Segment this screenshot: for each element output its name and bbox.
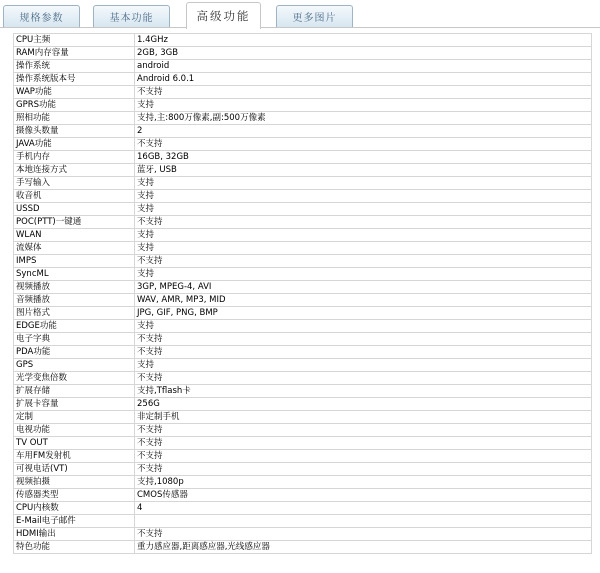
spec-row xyxy=(14,281,592,294)
spec-row xyxy=(14,47,592,60)
spec-key: 电子字典 xyxy=(14,333,135,346)
spec-value: 4 xyxy=(135,502,592,515)
spec-row xyxy=(14,437,592,450)
spec-row xyxy=(14,424,592,437)
spec-key: 传感器类型 xyxy=(14,489,135,502)
tab-basic-functions[interactable] xyxy=(93,5,170,27)
spec-value: 不支持 xyxy=(135,86,592,99)
spec-value: 支持,主:800万像素,副:500万像素 xyxy=(135,112,592,125)
spec-row xyxy=(14,268,592,281)
tab-label: 更多图片 xyxy=(292,13,337,24)
spec-row xyxy=(14,151,592,164)
spec-row xyxy=(14,242,592,255)
spec-value: 3GP, MPEG-4, AVI xyxy=(135,281,592,294)
spec-value: 不支持 xyxy=(135,437,592,450)
spec-value: 不支持 xyxy=(135,333,592,346)
spec-key: 手机内存 xyxy=(14,151,135,164)
spec-row xyxy=(14,528,592,541)
spec-key: TV OUT xyxy=(14,437,135,450)
spec-key: 电视功能 xyxy=(14,424,135,437)
spec-row xyxy=(14,476,592,489)
spec-row xyxy=(14,86,592,99)
tab-more-images[interactable] xyxy=(276,5,353,27)
tab-specs[interactable] xyxy=(3,5,80,27)
spec-value: 1.4GHz xyxy=(135,34,592,47)
spec-row xyxy=(14,502,592,515)
spec-value: 支持 xyxy=(135,229,592,242)
spec-key: PDA功能 xyxy=(14,346,135,359)
spec-key: 流媒体 xyxy=(14,242,135,255)
spec-row xyxy=(14,385,592,398)
spec-key: WLAN xyxy=(14,229,135,242)
spec-key: HDMI输出 xyxy=(14,528,135,541)
spec-row xyxy=(14,190,592,203)
spec-row xyxy=(14,99,592,112)
spec-key: 视频播放 xyxy=(14,281,135,294)
spec-value xyxy=(135,515,592,528)
spec-row xyxy=(14,112,592,125)
spec-value: Android 6.0.1 xyxy=(135,73,592,86)
spec-key: EDGE功能 xyxy=(14,320,135,333)
spec-key: IMPS xyxy=(14,255,135,268)
spec-value: 2GB, 3GB xyxy=(135,47,592,60)
spec-value: 重力感应器,距离感应器,光线感应器 xyxy=(135,541,592,554)
spec-value: CMOS传感器 xyxy=(135,489,592,502)
spec-value: 不支持 xyxy=(135,372,592,385)
spec-key: SyncML xyxy=(14,268,135,281)
spec-row xyxy=(14,346,592,359)
spec-value: 16GB, 32GB xyxy=(135,151,592,164)
spec-value: 2 xyxy=(135,125,592,138)
spec-row xyxy=(14,307,592,320)
spec-value: 蓝牙, USB xyxy=(135,164,592,177)
spec-table-body xyxy=(14,34,592,554)
spec-key: 操作系统 xyxy=(14,60,135,73)
spec-value: 不支持 xyxy=(135,138,592,151)
spec-value: 256G xyxy=(135,398,592,411)
spec-key: 视频拍摄 xyxy=(14,476,135,489)
spec-key: 特色功能 xyxy=(14,541,135,554)
spec-value: 支持 xyxy=(135,320,592,333)
spec-value: 不支持 xyxy=(135,528,592,541)
spec-row xyxy=(14,73,592,86)
tab-label: 高级功能 xyxy=(196,9,251,23)
spec-key: CPU主频 xyxy=(14,34,135,47)
spec-row xyxy=(14,359,592,372)
spec-value: 不支持 xyxy=(135,463,592,476)
spec-key: 定制 xyxy=(14,411,135,424)
spec-value: 不支持 xyxy=(135,450,592,463)
spec-key: WAP功能 xyxy=(14,86,135,99)
spec-key: 车用FM发射机 xyxy=(14,450,135,463)
spec-row xyxy=(14,125,592,138)
spec-row xyxy=(14,203,592,216)
spec-value: 支持 xyxy=(135,359,592,372)
spec-key: 扩展存储 xyxy=(14,385,135,398)
spec-row xyxy=(14,138,592,151)
spec-row xyxy=(14,450,592,463)
spec-key: 收音机 xyxy=(14,190,135,203)
spec-key: 扩展卡容量 xyxy=(14,398,135,411)
spec-value: 不支持 xyxy=(135,216,592,229)
spec-value: 支持 xyxy=(135,242,592,255)
spec-row xyxy=(14,398,592,411)
spec-row xyxy=(14,34,592,47)
spec-value: JPG, GIF, PNG, BMP xyxy=(135,307,592,320)
spec-key: 摄像头数量 xyxy=(14,125,135,138)
spec-key: GPRS功能 xyxy=(14,99,135,112)
spec-value: 支持 xyxy=(135,190,592,203)
spec-row xyxy=(14,229,592,242)
spec-key: 照相功能 xyxy=(14,112,135,125)
spec-row xyxy=(14,411,592,424)
spec-key: USSD xyxy=(14,203,135,216)
spec-value: 支持 xyxy=(135,177,592,190)
spec-value: android xyxy=(135,60,592,73)
spec-row xyxy=(14,255,592,268)
tab-label: 规格参数 xyxy=(19,13,64,24)
spec-key: RAM内存容量 xyxy=(14,47,135,60)
spec-key: 光学变焦倍数 xyxy=(14,372,135,385)
spec-key: POC(PTT)一键通 xyxy=(14,216,135,229)
tab-bar xyxy=(0,0,600,28)
spec-row xyxy=(14,463,592,476)
spec-row xyxy=(14,60,592,73)
tab-label: 基本功能 xyxy=(109,13,154,24)
spec-row xyxy=(14,489,592,502)
spec-key: JAVA功能 xyxy=(14,138,135,151)
spec-key: GPS xyxy=(14,359,135,372)
spec-row xyxy=(14,164,592,177)
spec-row xyxy=(14,541,592,554)
spec-value: 支持 xyxy=(135,268,592,281)
spec-row xyxy=(14,320,592,333)
spec-key: 操作系统版本号 xyxy=(14,73,135,86)
spec-value: 不支持 xyxy=(135,424,592,437)
spec-value: 非定制手机 xyxy=(135,411,592,424)
spec-key: 图片格式 xyxy=(14,307,135,320)
spec-value: 支持 xyxy=(135,99,592,112)
spec-row xyxy=(14,372,592,385)
spec-row xyxy=(14,216,592,229)
spec-table-container xyxy=(13,33,592,554)
spec-value: 支持 xyxy=(135,203,592,216)
spec-key: 音频播放 xyxy=(14,294,135,307)
tab-advanced-functions[interactable] xyxy=(186,2,261,29)
spec-table xyxy=(13,33,592,554)
spec-row xyxy=(14,515,592,528)
spec-key: 手写输入 xyxy=(14,177,135,190)
spec-key: 本地连接方式 xyxy=(14,164,135,177)
spec-row xyxy=(14,294,592,307)
spec-value: 不支持 xyxy=(135,346,592,359)
spec-key: 可视电话(VT) xyxy=(14,463,135,476)
spec-value: 不支持 xyxy=(135,255,592,268)
spec-value: 支持,1080p xyxy=(135,476,592,489)
spec-row xyxy=(14,177,592,190)
spec-key: CPU内核数 xyxy=(14,502,135,515)
spec-row xyxy=(14,333,592,346)
spec-value: 支持,Tflash卡 xyxy=(135,385,592,398)
spec-key: E-Mail电子邮件 xyxy=(14,515,135,528)
spec-value: WAV, AMR, MP3, MID xyxy=(135,294,592,307)
